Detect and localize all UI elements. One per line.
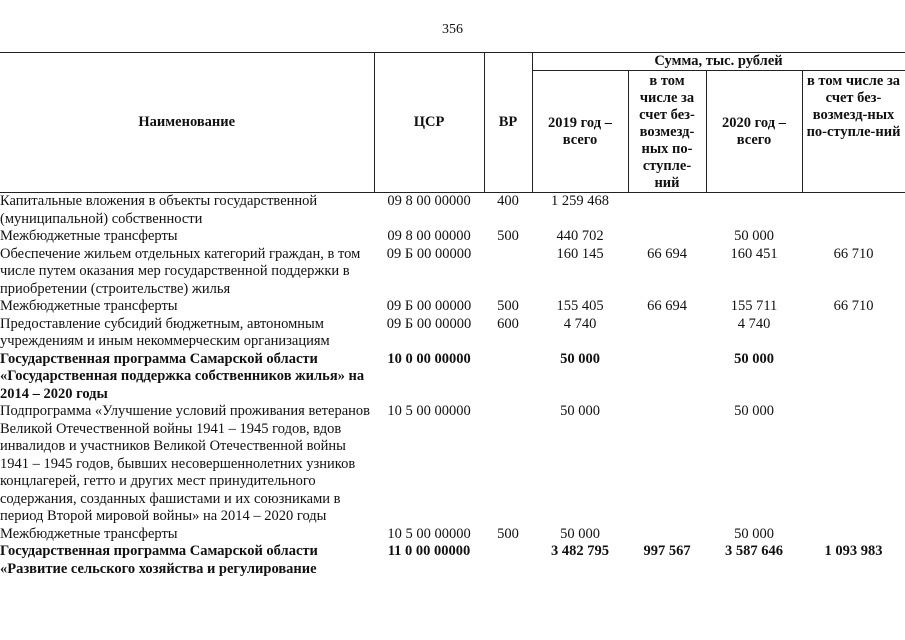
col-header-sum-group: Сумма, тыс. рублей bbox=[532, 53, 905, 71]
row-sum-2019: 155 405 bbox=[556, 298, 604, 314]
row-sum-2019-free: 66 694 bbox=[647, 298, 687, 314]
table-body bbox=[0, 193, 905, 579]
row-sum-2019-free bbox=[628, 351, 706, 404]
row-vr bbox=[484, 403, 532, 526]
table-row bbox=[0, 316, 905, 351]
table-row bbox=[0, 193, 905, 229]
row-name: Предоставление субсидий бюджетным, автономным учреждениям и иным некоммерческим организациям bbox=[0, 315, 330, 349]
row-sum-2020: 50 000 bbox=[734, 350, 774, 367]
row-name: Государственная программа Самарской области «Развитие сельского хозяйства и регулирование bbox=[0, 543, 318, 577]
row-vr: 500 bbox=[497, 525, 519, 542]
row-sum-2020-free bbox=[802, 316, 905, 351]
row-sum-2019-free bbox=[628, 316, 706, 351]
table-row bbox=[0, 228, 905, 246]
row-sum-2020: 50 000 bbox=[734, 228, 774, 244]
row-sum-2020-free: 1 093 983 bbox=[824, 543, 883, 559]
table-row bbox=[0, 351, 905, 404]
row-sum-2020: 3 587 646 bbox=[725, 543, 783, 559]
row-sum-2019: 50 000 bbox=[560, 525, 600, 542]
row-sum-2019: 160 145 bbox=[556, 245, 604, 262]
row-sum-2019: 3 482 795 bbox=[551, 543, 609, 559]
row-sum-2020-free bbox=[802, 193, 905, 229]
row-sum-2020-free bbox=[802, 526, 905, 544]
col-header-2020-total: 2020 год – всего bbox=[706, 71, 802, 193]
row-sum-2019-free bbox=[628, 228, 706, 246]
table-row bbox=[0, 246, 905, 299]
row-name: Межбюджетные трансферты bbox=[0, 525, 178, 542]
row-vr: 500 bbox=[497, 298, 519, 314]
row-name: Обеспечение жильем отдельных категорий граждан, в том числе путем оказания мер государственной поддержки в приобретении (строительстве) жилья bbox=[0, 245, 361, 297]
row-sum-2020 bbox=[706, 193, 802, 229]
row-csr: 10 5 00 00000 bbox=[387, 525, 471, 542]
row-csr: 10 0 00 00000 bbox=[387, 350, 471, 367]
row-csr: 09 8 00 00000 bbox=[387, 228, 471, 244]
row-sum-2019-free bbox=[628, 526, 706, 544]
row-csr: 09 Б 00 00000 bbox=[386, 245, 472, 262]
row-sum-2019: 1 259 468 bbox=[551, 193, 609, 209]
row-sum-2020: 50 000 bbox=[734, 403, 774, 419]
row-sum-2019-free: 66 694 bbox=[647, 245, 687, 262]
budget-table bbox=[0, 52, 905, 578]
row-sum-2020: 4 740 bbox=[737, 315, 771, 332]
page-number: 356 bbox=[442, 22, 463, 37]
row-csr: 09 8 00 00000 bbox=[387, 193, 471, 209]
row-vr bbox=[484, 246, 532, 299]
row-name: Межбюджетные трансферты bbox=[0, 298, 178, 314]
col-header-csr: ЦСР bbox=[374, 53, 484, 193]
row-sum-2020: 50 000 bbox=[734, 525, 774, 542]
table-row bbox=[0, 543, 905, 578]
row-vr bbox=[484, 351, 532, 404]
row-name: Подпрограмма «Улучшение условий проживания ветеранов Великой Отечественной войны 1941 – 1945 годов, вдов инвалидов и участников Великой Отечественной войны 1941 – 1945 годов, бывших несовершеннолетних узников концлагерей, гетто и других мест принудительного содержания, созданных фашистами и их союзниками в период Второй мировой войны» на 2014 – 2020 годы bbox=[0, 403, 370, 524]
row-sum-2019: 440 702 bbox=[556, 228, 604, 244]
row-sum-2020-free: 66 710 bbox=[833, 298, 874, 314]
col-header-name: Наименование bbox=[0, 53, 374, 193]
row-csr: 09 Б 00 00000 bbox=[386, 315, 472, 332]
row-sum-2019: 50 000 bbox=[560, 350, 600, 367]
row-csr: 09 Б 00 00000 bbox=[386, 298, 472, 314]
row-name: Межбюджетные трансферты bbox=[0, 228, 178, 244]
table-row bbox=[0, 403, 905, 526]
row-csr: 10 5 00 00000 bbox=[387, 403, 471, 419]
col-header-2019-total: 2019 год – всего bbox=[532, 71, 628, 193]
row-sum-2019-free bbox=[628, 193, 706, 229]
col-header-vr: ВР bbox=[484, 53, 532, 193]
row-vr: 400 bbox=[497, 193, 519, 209]
row-name: Капитальные вложения в объекты государственной (муниципальной) собственности bbox=[0, 193, 318, 227]
row-sum-2020: 155 711 bbox=[730, 298, 778, 314]
row-sum-2020-free bbox=[802, 228, 905, 246]
col-header-2019-free: в том числе за счет без-возмезд-ных по-ступле-ний bbox=[628, 71, 706, 193]
table-header bbox=[0, 53, 905, 193]
row-sum-2019-free: 997 567 bbox=[643, 543, 691, 559]
row-vr: 600 bbox=[497, 315, 519, 332]
row-sum-2019: 4 740 bbox=[563, 315, 597, 332]
row-vr: 500 bbox=[497, 228, 519, 244]
row-vr bbox=[484, 543, 532, 578]
col-header-2020-free: в том числе за счет без-возмезд-ных по-ступле-ний bbox=[802, 71, 905, 193]
row-csr: 11 0 00 00000 bbox=[387, 543, 471, 559]
row-sum-2020: 160 451 bbox=[730, 245, 778, 262]
row-name: Государственная программа Самарской области «Государственная поддержка собственников жилья» на 2014 – 2020 годы bbox=[0, 350, 365, 402]
row-sum-2020-free bbox=[802, 351, 905, 404]
row-sum-2020-free bbox=[802, 403, 905, 526]
table-row bbox=[0, 298, 905, 316]
row-sum-2019-free bbox=[628, 403, 706, 526]
row-sum-2020-free: 66 710 bbox=[833, 245, 874, 262]
table-row bbox=[0, 526, 905, 544]
row-sum-2019: 50 000 bbox=[560, 403, 600, 419]
